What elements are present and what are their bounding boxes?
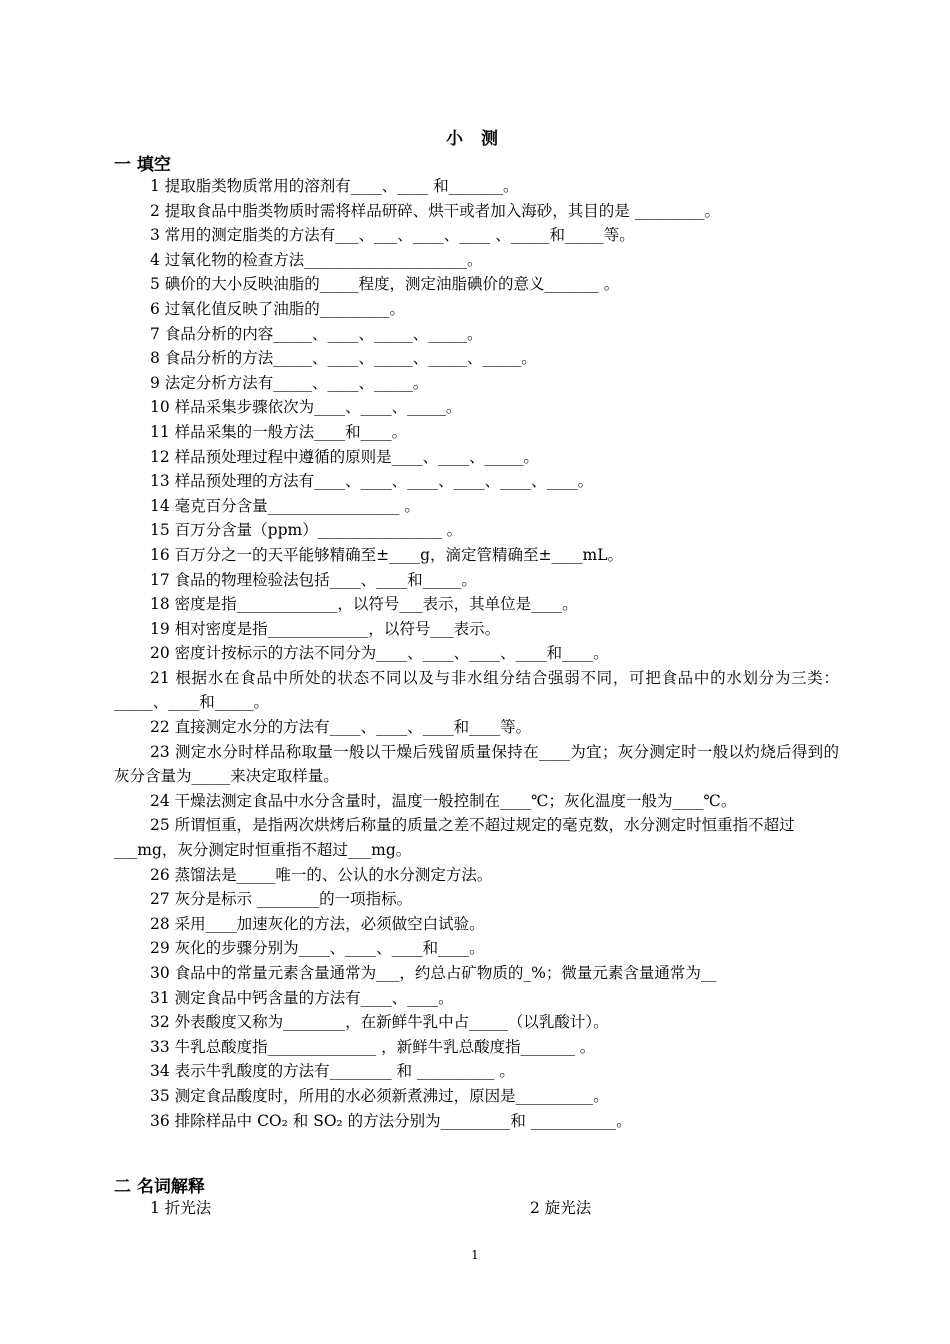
question-25-continued: ___mg，灰分测定时恒重指不超过___mg。	[114, 841, 412, 860]
question-27: 27 灰分是标示 ________的一项指标。	[150, 890, 413, 909]
question-25: 25 所谓恒重，是指两次烘烤后称量的质量之差不超过规定的毫克数，水分测定时恒重指不超过	[150, 816, 795, 835]
question-15: 15 百万分含量（ppm）________________ 。	[150, 521, 463, 540]
question-4: 4 过氧化物的检查方法_____________________。	[150, 250, 483, 269]
question-32: 32 外表酸度又称为________，在新鲜牛乳中占_____（以乳酸计）。	[150, 1013, 609, 1032]
section-heading-fill: 一 填空	[114, 155, 171, 175]
page-number: 1	[471, 1248, 479, 1262]
term-2: 2 旋光法	[530, 1199, 592, 1217]
question-12: 12 样品预处理过程中遵循的原则是____、____、_____。	[150, 447, 539, 466]
question-29: 29 灰化的步骤分别为____、____、____和____。	[150, 939, 485, 958]
question-21: 21 根据水在食品中所处的状态不同以及与非水组分结合强弱不同，可把食品中的水划分为三类：_____、____和_____。	[114, 668, 839, 712]
question-28: 28 采用____加速灰化的方法，必须做空白试验。	[150, 914, 485, 933]
question-20: 20 密度计按标示的方法不同分为____、____、____、____和____。	[150, 644, 609, 663]
question-16: 16 百万分之一的天平能够精确至±____g，滴定管精确至±____mL。	[150, 545, 624, 564]
question-22: 22 直接测定水分的方法有____、____、____和____等。	[150, 718, 532, 737]
question-31: 31 测定食品中钙含量的方法有____、____。	[150, 988, 454, 1007]
question-33: 33 牛乳总酸度指______________ ，新鲜牛乳总酸度指_______ 。	[150, 1037, 596, 1056]
question-19: 19 相对密度是指_____________，以符号___表示。	[150, 619, 501, 638]
question-2: 2 提取食品中脂类物质时需将样品研碎、烘干或者加入海砂，其目的是 _________。	[150, 201, 720, 220]
question-14: 14 毫克百分含量_________________ 。	[150, 496, 420, 515]
question-34: 34 表示牛乳酸度的方法有________ 和 __________ 。	[150, 1062, 515, 1081]
question-10: 10 样品采集步骤依次为____、____、_____。	[150, 398, 462, 417]
page-title: 小 测	[446, 129, 504, 149]
question-30: 30 食品中的常量元素含量通常为___，约总占矿物质的_%；微量元素含量通常为__	[150, 964, 717, 982]
question-13: 13 样品预处理的方法有____、____、____、____、____、____。	[150, 472, 594, 491]
question-18: 18 密度是指_____________，以符号___表示，其单位是____。	[150, 595, 578, 614]
question-17: 17 食品的物理检验法包括____、____和_____。	[150, 570, 477, 589]
question-list	[114, 174, 839, 1133]
term-1: 1 折光法	[150, 1199, 212, 1217]
question-35: 35 测定食品酸度时，所用的水必须新煮沸过，原因是__________。	[150, 1086, 609, 1105]
question-9: 9 法定分析方法有_____、____、_____。	[150, 373, 429, 392]
question-3: 3 常用的测定脂类的方法有___、___、____、____ 、_____和_____等。	[150, 226, 635, 245]
question-36: 36 排除样品中 CO₂ 和 SO₂ 的方法分别为_________和 ___________。	[150, 1111, 632, 1130]
question-8: 8 食品分析的方法_____、____、_____、_____、_____。	[150, 349, 537, 368]
section-heading-terms: 二 名词解释	[114, 1177, 205, 1197]
question-24: 24 干燥法测定食品中水分含量时，温度一般控制在____℃；灰化温度一般为____℃。	[150, 791, 737, 810]
question-23: 23 测定水分时样品称取量一般以干燥后残留质量保持在____为宜；灰分测定时一般以灼烧后得到的灰分含量为_____来决定取样量。	[114, 742, 839, 786]
question-6: 6 过氧化值反映了油脂的_________。	[150, 299, 406, 318]
question-1: 1 提取脂类物质常用的溶剂有____、____ 和_______。	[150, 177, 519, 195]
question-11: 11 样品采集的一般方法____和____。	[150, 422, 408, 441]
question-26: 26 蒸馏法是_____唯一的、公认的水分测定方法。	[150, 865, 493, 884]
question-7: 7 食品分析的内容_____、____、_____、_____。	[150, 324, 483, 343]
question-5: 5 碘价的大小反映油脂的_____程度，测定油脂碘价的意义_______ 。	[150, 275, 620, 294]
